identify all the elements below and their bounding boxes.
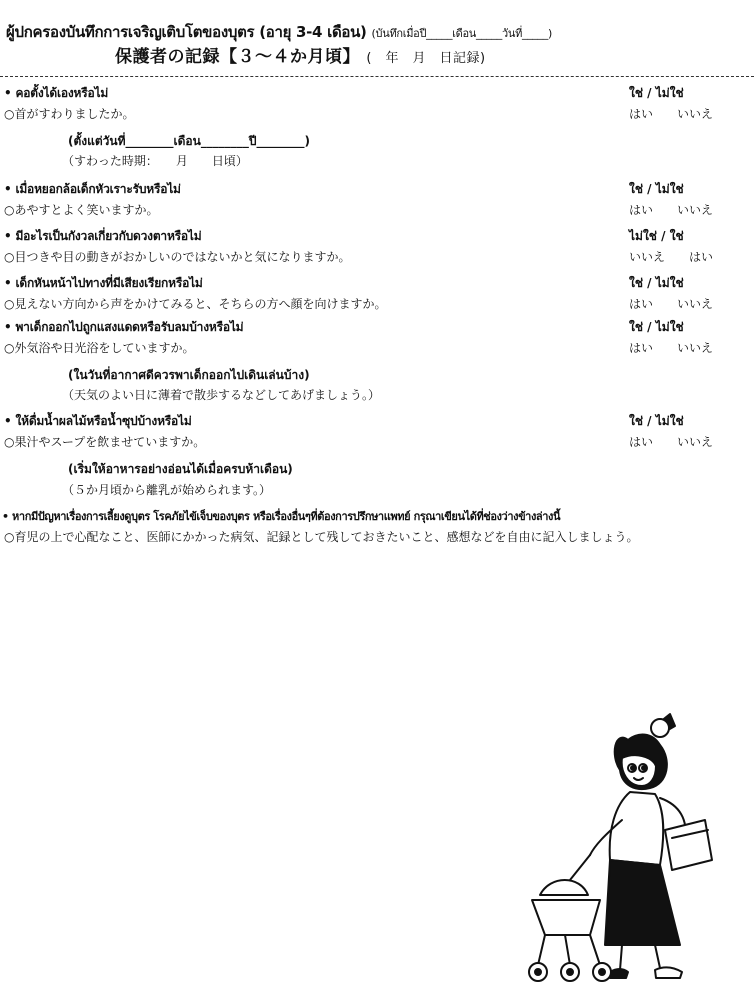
question-th-2: • เมื่อหยอกล้อเด็กหัวเราะรับหรือไม่	[4, 182, 181, 196]
answer-jp-4[interactable]: はい いいえ	[629, 297, 714, 311]
answer-th-5[interactable]: ใช่ / ไม่ใช่	[629, 320, 684, 334]
question-jp-1: ○首がすわりましたか。	[4, 107, 135, 121]
question-th-4: • เด็กหันหน้าไปทางที่มีเสียงเรียกหรือไม่	[4, 276, 203, 290]
note-jp-1: （すわった時期： 月 日頃）	[62, 154, 248, 168]
title-thai-record-date: (บันทึกเมื่อปี_____เดือน_____วันที่_____)	[371, 27, 553, 40]
divider-line	[0, 76, 754, 77]
page-title-thai	[6, 20, 552, 44]
answer-jp-5[interactable]: はい いいえ	[629, 341, 714, 355]
question-th-6: • ให้ดื่มน้ำผลไม้หรือน้ำซุปบ้างหรือไม่	[4, 414, 192, 428]
question-jp-5: ○外気浴や日光浴をしていますか。	[4, 341, 195, 355]
title-thai-main: ผู้ปกครองบันทึกการเจริญเติบโตของบุตร (อายุ 3-4 เดือน)	[6, 23, 367, 41]
answer-th-6[interactable]: ใช่ / ไม่ใช่	[629, 414, 684, 428]
question-jp-3: ○目つきや目の動きがおかしいのではないかと気になりますか。	[4, 250, 351, 264]
note-jp-5: （天気のよい日に薄着で散歩するなどしてあげましょう。）	[62, 388, 381, 402]
note-th-6: (เริ่มให้อาหารอย่างอ่อนได้เมื่อครบห้าเดือน)	[68, 462, 293, 476]
free-notes-instruction-th: • หากมีปัญหาเรื่องการเลี้ยงดูบุตร โรคภัยไข้เจ็บของบุตร หรือเรื่องอื่นๆที่ต้องการปรึกษาแพทย์ กรุณาเขียนได้ที่ช่องว่างข้างล่างนี้	[2, 510, 561, 523]
answer-th-2[interactable]: ใช่ / ไม่ใช่	[629, 182, 684, 196]
note-th-5: (ในวันที่อากาศดีควรพาเด็กออกไปเดินเล่นบ้าง)	[68, 368, 310, 382]
answer-th-3[interactable]: ไม่ใช่ / ใช่	[629, 229, 684, 243]
title-japanese-main: 保護者の記録【３～４か月頃】	[115, 47, 360, 67]
answer-jp-1[interactable]: はい いいえ	[629, 107, 714, 121]
question-jp-2: ○あやすとよく笑いますか。	[4, 203, 159, 217]
question-th-1: • คอตั้งได้เองหรือไม่	[4, 86, 109, 100]
answer-th-4[interactable]: ใช่ / ไม่ใช่	[629, 276, 684, 290]
question-jp-6: ○果汁やスープを飲ませていますか。	[4, 435, 206, 449]
title-japanese-record-date: ( 年 月 日記録)	[366, 51, 486, 66]
page-title-japanese	[115, 42, 486, 67]
question-th-3: • มีอะไรเป็นกังวลเกี่ยวกับดวงตาหรือไม่	[4, 229, 202, 243]
answer-jp-2[interactable]: はい いいえ	[629, 203, 714, 217]
question-jp-4: ○見えない方向から声をかけてみると、そちらの方へ顔を向けますか。	[4, 297, 387, 311]
answer-jp-6[interactable]: はい いいえ	[629, 435, 714, 449]
note-th-1: (ตั้งแต่วันที่________เดือน________ปี________)	[68, 134, 310, 148]
question-th-5: • พาเด็กออกไปถูกแสงแดดหรือรับลมบ้างหรือไม่	[4, 320, 244, 334]
note-jp-6: （５か月頃から離乳が始められます。）	[62, 483, 272, 497]
mother-with-stroller-illustration	[510, 710, 740, 990]
answer-jp-3[interactable]: いいえ はい	[629, 250, 714, 264]
answer-th-1[interactable]: ใช่ / ไม่ใช่	[629, 86, 684, 100]
free-notes-instruction-jp: ○育児の上で心配なこと、医師にかかった病気、記録として残しておきたいこと、感想などを自由に記入しましょう。	[4, 530, 639, 544]
